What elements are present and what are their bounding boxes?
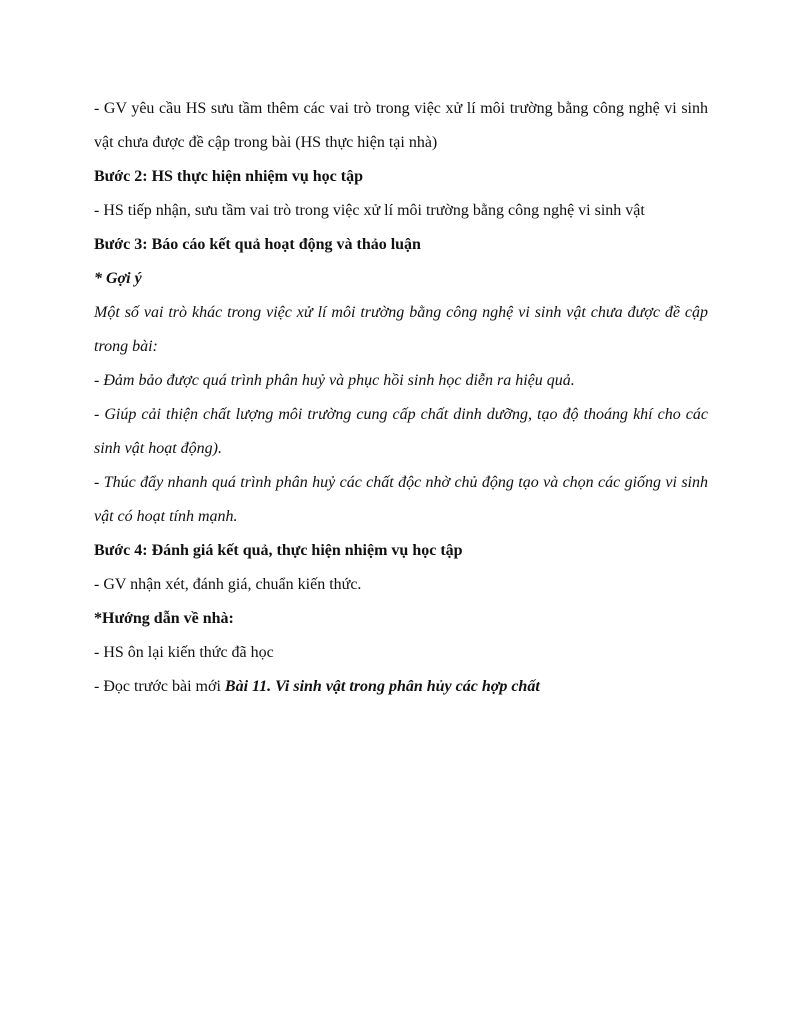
hint-item-2: - Giúp cải thiện chất lượng môi trường cung cấp chất dinh dưỡng, tạo độ thoáng khí cho các sinh vật hoạt động). — [94, 406, 708, 457]
homework-item-2 — [94, 670, 708, 704]
step-3-heading: Bước 3: Báo cáo kết quả hoạt động và thảo luận — [94, 236, 421, 253]
paragraph-gv-request: - GV yêu cầu HS sưu tầm thêm các vai trò trong việc xử lí môi trường bằng công nghệ vi sinh vật chưa được đề cập trong bài (HS thực hiện tại nhà) — [94, 100, 708, 151]
hint-heading: * Gợi ý — [94, 270, 142, 287]
paragraph-hs-task: - HS tiếp nhận, sưu tầm vai trò trong việc xử lí môi trường bằng công nghệ vi sinh vật — [94, 202, 645, 219]
next-lesson-title: Bài 11. Vi sinh vật trong phân hủy các hợp chất — [224, 678, 540, 695]
homework-item-1: - HS ôn lại kiến thức đã học — [94, 644, 274, 661]
step-4-heading: Bước 4: Đánh giá kết quả, thực hiện nhiệm vụ học tập — [94, 542, 463, 559]
homework-heading: *Hướng dẫn về nhà: — [94, 610, 234, 627]
hint-intro: Một số vai trò khác trong việc xử lí môi trường bằng công nghệ vi sinh vật chưa được đề cập trong bài: — [94, 304, 708, 355]
step-2-heading: Bước 2: HS thực hiện nhiệm vụ học tập — [94, 168, 363, 185]
hint-item-3: - Thúc đẩy nhanh quá trình phân huỷ các chất độc nhờ chủ động tạo và chọn các giống vi sinh vật có hoạt tính mạnh. — [94, 474, 708, 525]
homework-item-2-prefix: - Đọc trước bài mới — [94, 678, 225, 695]
paragraph-gv-feedback: - GV nhận xét, đánh giá, chuẩn kiến thức. — [94, 576, 362, 593]
hint-item-1: - Đảm bảo được quá trình phân huỷ và phục hồi sinh học diễn ra hiệu quả. — [94, 372, 575, 389]
document-page — [94, 92, 708, 704]
